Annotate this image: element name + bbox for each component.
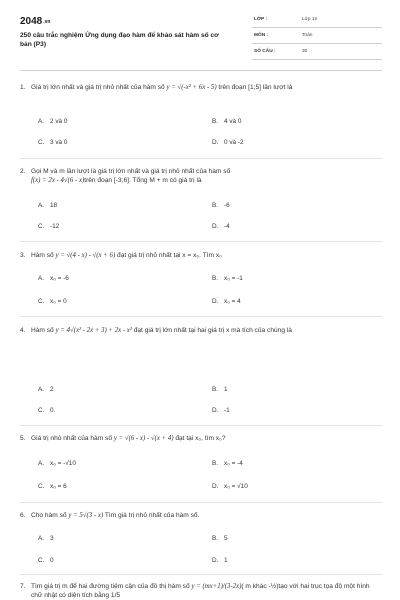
option-letter: A. <box>38 202 45 209</box>
option-d[interactable] <box>212 482 248 491</box>
option-d[interactable] <box>212 297 241 306</box>
option-text: -6 <box>224 202 230 209</box>
option-text: -12 <box>50 223 60 230</box>
option-letter: C. <box>38 407 45 414</box>
option-c[interactable] <box>38 406 55 415</box>
option-text: 3 và 0 <box>50 139 68 146</box>
question-text-part: đạt giá trị lớn nhất tại hai giá trị x mà tích của chúng là <box>131 327 292 334</box>
question-formula: y = √(4 - x) - √(x + 6) <box>55 252 116 259</box>
meta-subject-key: MÔN : <box>254 33 269 38</box>
question-formula: y = 4√(x² - 2x + 3) + 2x - x² <box>55 327 132 334</box>
option-text: 0 và -2 <box>224 139 244 146</box>
meta-count-value: 30 <box>302 49 308 54</box>
question-number: 7. <box>20 583 26 590</box>
question-formula: y = 5√(3 - x) <box>68 512 104 519</box>
question-text-part: đạt tại x₀, tìm x₀? <box>173 435 226 442</box>
meta-count-row <box>252 47 382 60</box>
question-text-part: Tìm giá trị m để hai đường tiệm cận của đồ thị hàm số <box>31 583 192 590</box>
question-formula: y = (mx+1)/(3-2x) <box>191 583 242 590</box>
option-text: x₀ = -4 <box>224 460 243 467</box>
question-divider <box>20 316 382 317</box>
question-divider <box>20 574 382 575</box>
question-formula: f(x) = 2x - 4√(6 - x) <box>31 177 85 184</box>
meta-grade-row <box>252 15 382 28</box>
question-text <box>31 167 379 185</box>
question-text <box>31 251 379 260</box>
option-text: 2 và 0 <box>50 118 68 125</box>
option-text: 1 <box>224 386 228 393</box>
question-text-part: trên đoạn [1;5] lần lượt là <box>216 84 293 91</box>
question-text-part: trên đoạn [-3;6]. Tổng M + m có giá trị là <box>84 177 202 184</box>
question-text <box>31 582 379 600</box>
option-letter: C. <box>38 483 45 490</box>
option-text: x₀ = -6 <box>50 275 69 282</box>
option-text: x₀ = -√10 <box>50 460 76 467</box>
question-number: 5. <box>20 435 26 442</box>
question-divider <box>20 502 382 503</box>
option-text: 4 và 0 <box>224 118 242 125</box>
meta-count-key: SỐ CÂU : <box>254 49 276 54</box>
option-letter: D. <box>212 407 219 414</box>
question-text-part: Hàm số <box>31 327 56 334</box>
option-letter: C. <box>38 557 45 564</box>
question-number: 4. <box>20 327 26 334</box>
option-a[interactable] <box>38 534 54 543</box>
option-letter: B. <box>212 535 219 542</box>
question-text-part: Cho hàm số <box>31 512 69 519</box>
brand-logo <box>20 16 50 27</box>
question-text-part: đạt giá trị nhỏ nhất tại x = x₀. Tìm x₀ <box>115 252 222 259</box>
option-b[interactable] <box>212 274 243 283</box>
question-text <box>31 326 379 335</box>
option-letter: A. <box>38 386 45 393</box>
option-text: 3 <box>50 535 54 542</box>
option-letter: D. <box>212 139 219 146</box>
option-text: x₀ = √10 <box>224 483 248 490</box>
question-divider <box>20 241 382 242</box>
option-letter: C. <box>38 298 45 305</box>
option-a[interactable] <box>38 385 54 394</box>
document-header <box>20 12 382 60</box>
option-a[interactable] <box>38 274 69 283</box>
meta-grade-key: LỚP : <box>254 17 268 22</box>
question-text-part: Giá trị lớn nhất và giá trị nhỏ nhất của hàm số <box>31 84 167 91</box>
option-letter: D. <box>212 298 219 305</box>
option-letter: A. <box>38 118 45 125</box>
meta-subject-value: Toán <box>302 33 313 38</box>
option-text: 0. <box>50 407 56 414</box>
option-c[interactable] <box>38 482 67 491</box>
option-letter: B. <box>212 386 219 393</box>
option-text: 5 <box>224 535 228 542</box>
option-a[interactable] <box>38 117 67 126</box>
option-text: x₀ = 0 <box>50 298 67 305</box>
question-formula: y = √(6 - x) - √(x + 4) <box>113 435 174 442</box>
question-divider <box>20 425 382 426</box>
option-d[interactable] <box>212 406 230 415</box>
option-text: 2 <box>50 386 54 393</box>
question-text <box>31 83 379 92</box>
question-text-part: Hàm số <box>31 252 56 259</box>
document-title: 250 câu trắc nghiệm Ứng dụng đạo hàm để khảo sát hàm số cơ bản (P3) <box>20 32 219 48</box>
option-text: 18 <box>50 202 58 209</box>
option-b[interactable] <box>212 459 243 468</box>
question-number: 1. <box>20 84 26 91</box>
option-letter: D. <box>212 223 219 230</box>
question-text-part: Tìm giá trị nhỏ nhất của hàm số. <box>103 512 200 519</box>
question-number: 3. <box>20 252 26 259</box>
option-text: x₀ = -1 <box>224 275 243 282</box>
option-letter: B. <box>212 202 219 209</box>
option-letter: D. <box>212 557 219 564</box>
brand-name: 2048 <box>20 16 43 27</box>
option-letter: B. <box>212 118 219 125</box>
option-text: 0 <box>50 557 54 564</box>
question-text-part: ( m khác -½)tạo với hai trục tọa độ một hình chữ nhật có diện tích bằng 1/5 <box>31 583 370 599</box>
option-letter: C. <box>38 139 45 146</box>
option-c[interactable] <box>38 297 67 306</box>
option-d[interactable] <box>212 138 244 147</box>
header-divider <box>20 70 382 71</box>
meta-grade-value: Lớp 12 <box>302 17 318 22</box>
document-meta <box>252 15 382 63</box>
question-number: 6. <box>20 512 26 519</box>
option-b[interactable] <box>212 201 230 210</box>
option-c[interactable] <box>38 222 59 231</box>
question-number: 2. <box>20 168 26 175</box>
brand-suffix: .vn <box>43 19 51 25</box>
option-letter: B. <box>212 275 219 282</box>
option-d[interactable] <box>212 556 228 565</box>
question-text <box>31 434 379 443</box>
option-a[interactable] <box>38 459 76 468</box>
option-text: x₀ = 6 <box>50 483 67 490</box>
option-text: 1 <box>224 557 228 564</box>
option-c[interactable] <box>38 138 67 147</box>
option-text: x₀ = 4 <box>224 298 241 305</box>
question-text-part: Gọi M và m lần lượt là giá trị lớn nhất và giá trị nhỏ nhất của hàm số <box>31 168 231 175</box>
option-b[interactable] <box>212 385 228 394</box>
option-text: -1 <box>224 407 230 414</box>
meta-subject-row <box>252 31 382 44</box>
option-letter: A. <box>38 275 45 282</box>
option-b[interactable] <box>212 117 241 126</box>
option-letter: A. <box>38 460 45 467</box>
option-d[interactable] <box>212 222 230 231</box>
option-letter: C. <box>38 223 45 230</box>
option-text: -4 <box>224 223 230 230</box>
option-letter: A. <box>38 535 45 542</box>
option-a[interactable] <box>38 201 57 210</box>
question-text-part: Giá trị nhỏ nhất của hàm số <box>31 435 114 442</box>
option-letter: D. <box>212 483 219 490</box>
question-text <box>31 511 379 520</box>
option-c[interactable] <box>38 556 54 565</box>
option-b[interactable] <box>212 534 228 543</box>
question-formula: y = √(-x² + 6x - 5) <box>166 84 217 91</box>
option-letter: B. <box>212 460 219 467</box>
question-divider <box>20 158 382 159</box>
